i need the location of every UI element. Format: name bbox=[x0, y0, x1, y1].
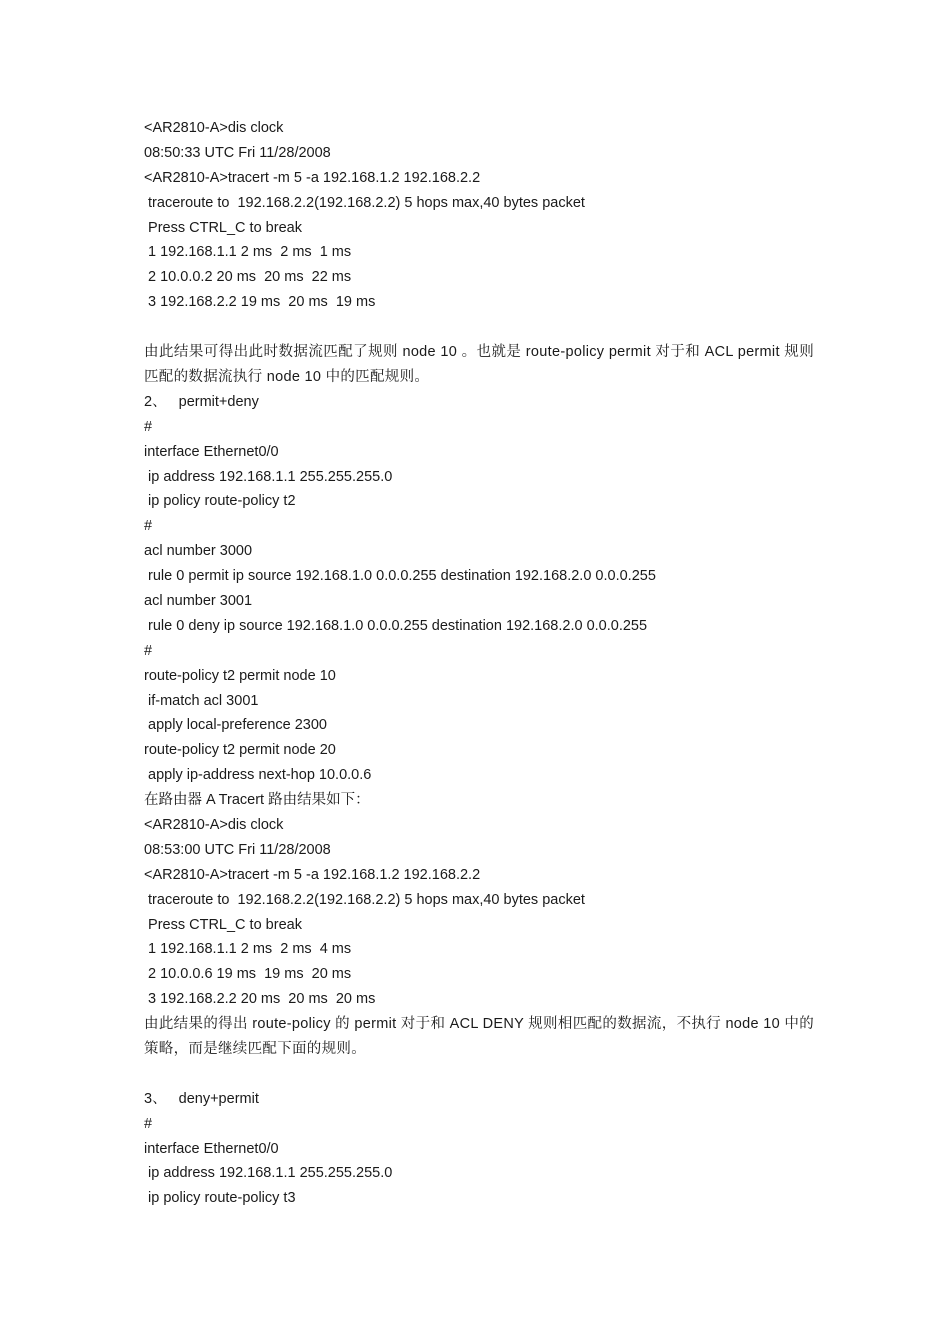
text-line: 2 10.0.0.2 20 ms 20 ms 22 ms bbox=[144, 269, 352, 286]
text-line: <AR2810-A>dis clock bbox=[144, 120, 284, 136]
text-line: acl number 3000 bbox=[144, 543, 253, 560]
blank-line bbox=[144, 315, 814, 340]
text-line: ip address 192.168.1.1 255.255.255.0 bbox=[144, 468, 393, 485]
text-line: traceroute to 192.168.2.2(192.168.2.2) 5 hops max,40 bytes packet bbox=[144, 891, 585, 908]
text-line: 08:53:00 UTC Fri 11/28/2008 bbox=[144, 841, 331, 858]
text-line: 1 192.168.1.1 2 ms 2 ms 1 ms bbox=[144, 244, 352, 261]
text-line: route-policy t2 permit node 10 bbox=[144, 667, 336, 684]
text-line: <AR2810-A>tracert -m 5 -a 192.168.1.2 192.168.2.2 bbox=[144, 169, 481, 186]
text-line: apply local-preference 2300 bbox=[144, 717, 327, 734]
text-line: apply ip-address next-hop 10.0.0.6 bbox=[144, 767, 372, 784]
text-line: Press CTRL_C to break bbox=[144, 219, 302, 236]
text-line: 2 10.0.0.6 19 ms 19 ms 20 ms bbox=[144, 966, 352, 983]
text-line: interface Ethernet0/0 bbox=[144, 1140, 279, 1157]
text-line: ip policy route-policy t3 bbox=[144, 1190, 296, 1207]
text-line: ip policy route-policy t2 bbox=[144, 493, 296, 510]
text-line: 3 192.168.2.2 20 ms 20 ms 20 ms bbox=[144, 991, 376, 1008]
text-line: # bbox=[144, 418, 153, 435]
text-line: 08:50:33 UTC Fri 11/28/2008 bbox=[144, 144, 331, 161]
text-line: # bbox=[144, 1115, 153, 1132]
text-line: # bbox=[144, 642, 153, 659]
blank-line bbox=[144, 1062, 814, 1087]
text-paragraph: 由此结果可得出此时数据流匹配了规则 node 10 。也就是 route-policy permit 对于和 ACL permit 规则匹配的数据流执行 node 10 中的匹配规则。 bbox=[144, 344, 814, 385]
text-line: 1 192.168.1.1 2 ms 2 ms 4 ms bbox=[144, 941, 352, 958]
text-line: 2、 permit+deny bbox=[144, 393, 259, 410]
text-line: 3 192.168.2.2 19 ms 20 ms 19 ms bbox=[144, 294, 376, 311]
document-page bbox=[144, 116, 814, 1211]
text-line: rule 0 deny ip source 192.168.1.0 0.0.0.255 destination 192.168.2.0 0.0.0.255 bbox=[144, 617, 648, 634]
text-line: rule 0 permit ip source 192.168.1.0 0.0.0.255 destination 192.168.2.0 0.0.0.255 bbox=[144, 568, 656, 585]
text-line: Press CTRL_C to break bbox=[144, 916, 302, 933]
text-line: interface Ethernet0/0 bbox=[144, 443, 279, 460]
text-line: # bbox=[144, 518, 153, 535]
text-line: route-policy t2 permit node 20 bbox=[144, 742, 336, 759]
text-line: 在路由器 A Tracert 路由结果如下： bbox=[144, 792, 370, 809]
text-line: if-match acl 3001 bbox=[144, 692, 259, 709]
text-paragraph: 由此结果的得出 route-policy 的 permit 对于和 ACL DENY 规则相匹配的数据流，不执行 node 10 中的策略，而是继续匹配下面的规则。 bbox=[144, 1016, 814, 1057]
text-line: <AR2810-A>tracert -m 5 -a 192.168.1.2 192.168.2.2 bbox=[144, 866, 481, 883]
text-line: ip address 192.168.1.1 255.255.255.0 bbox=[144, 1165, 393, 1182]
text-line: traceroute to 192.168.2.2(192.168.2.2) 5 hops max,40 bytes packet bbox=[144, 194, 585, 211]
text-line: <AR2810-A>dis clock bbox=[144, 816, 284, 833]
text-line: 3、 deny+permit bbox=[144, 1090, 259, 1107]
text-line: acl number 3001 bbox=[144, 592, 253, 609]
